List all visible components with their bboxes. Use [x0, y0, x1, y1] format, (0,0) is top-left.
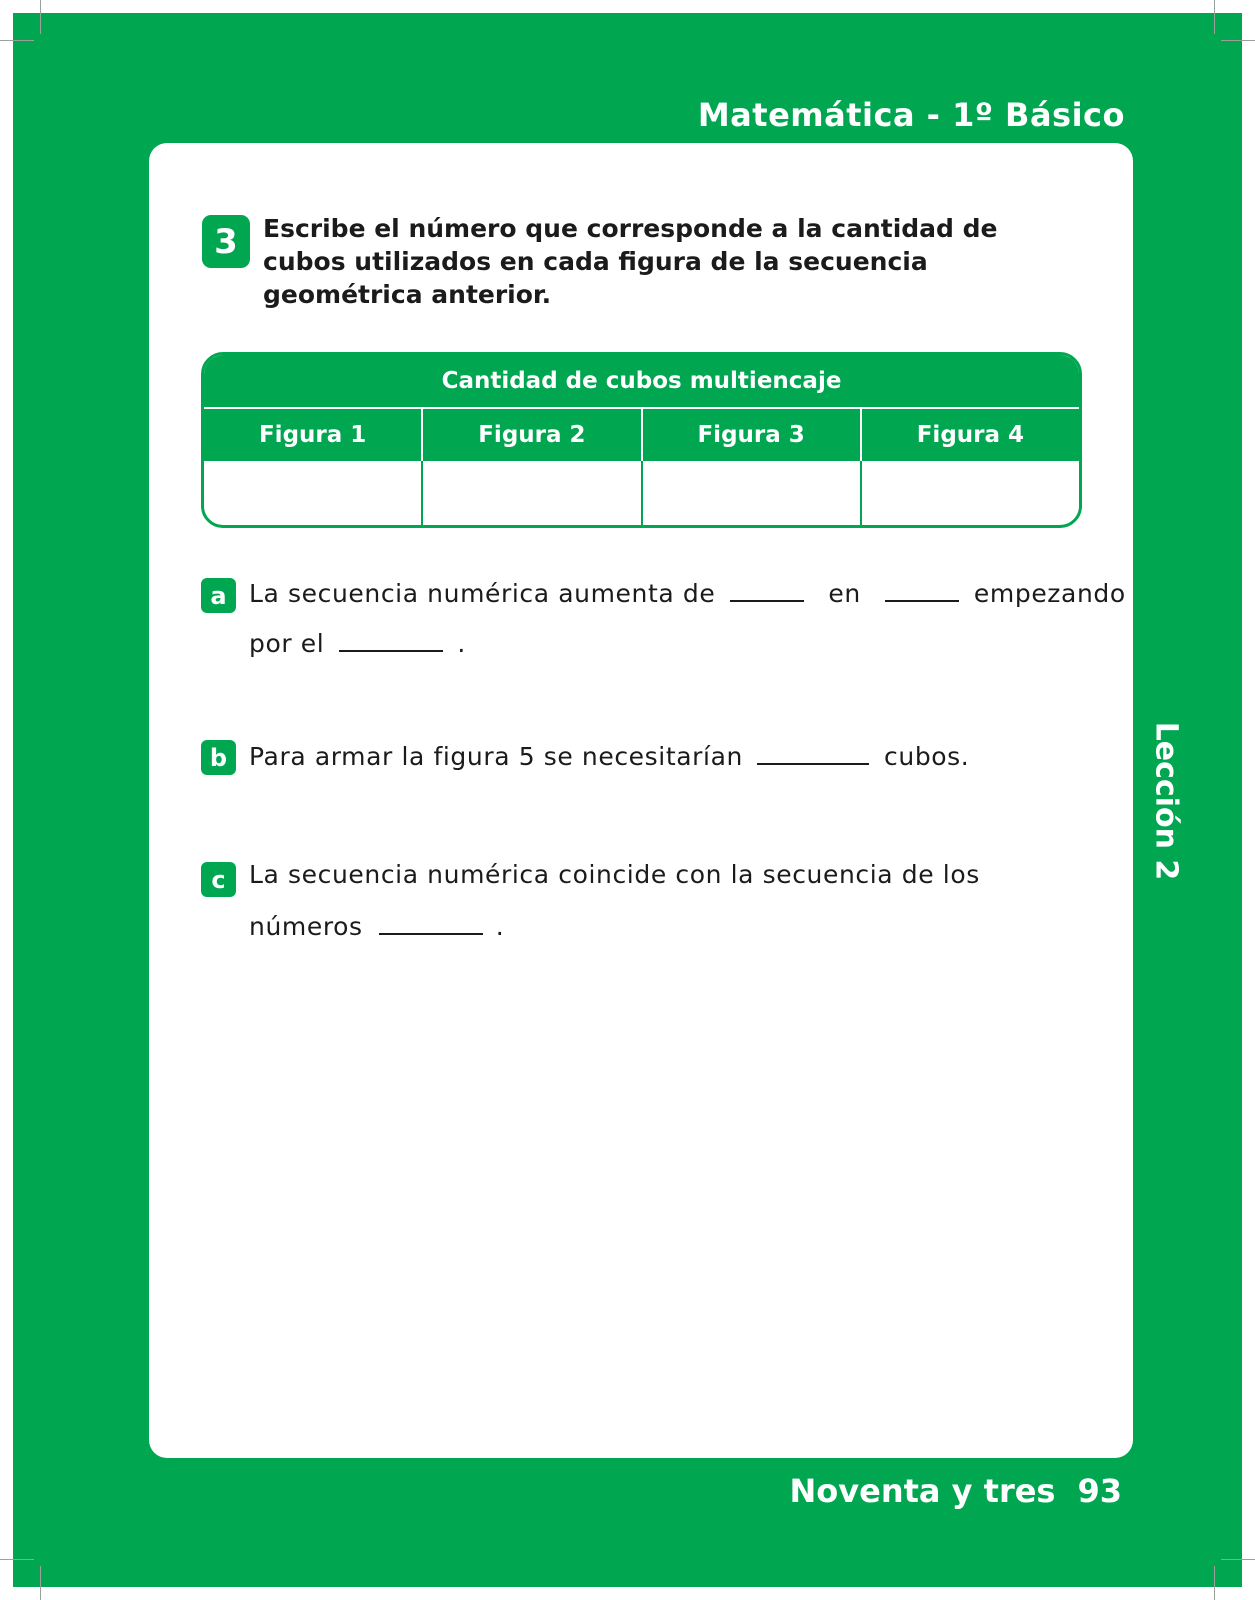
- page-number: 93: [1077, 1472, 1122, 1510]
- table-header-figura-2: Figura 2: [423, 409, 642, 461]
- item-c-blank[interactable]: [379, 911, 483, 935]
- item-a-line-2: [249, 628, 466, 658]
- page-number-words: Noventa y tres: [789, 1472, 1056, 1510]
- answer-cell-figura-1[interactable]: [204, 461, 423, 528]
- item-a-text-1: La secuencia numérica aumenta de: [249, 579, 716, 608]
- table-header-figura-1: Figura 1: [204, 409, 423, 461]
- crop-mark: [1214, 0, 1215, 34]
- item-c-line-2: [249, 911, 504, 941]
- crop-mark: [1221, 40, 1255, 41]
- item-c-line-1: [249, 860, 980, 889]
- item-b-blank[interactable]: [757, 741, 869, 765]
- item-a-badge: a: [201, 578, 236, 613]
- question-prompt: Escribe el número que corresponde a la cantidad de cubos utilizados en cada figura de la secuencia geométrica anterior.: [263, 214, 998, 309]
- crop-mark: [0, 40, 34, 41]
- item-b-text-1: Para armar la figura 5 se necesitarían: [249, 742, 743, 771]
- item-c-text-1: La secuencia numérica coincide con la secuencia de los: [249, 860, 980, 889]
- table-header-figura-4: Figura 4: [916, 422, 1025, 448]
- item-c-badge: c: [201, 862, 236, 897]
- lesson-label-text: Lección 2: [1148, 721, 1184, 881]
- item-b-badge: b: [201, 740, 236, 775]
- answer-cell-figura-2[interactable]: [423, 461, 642, 528]
- item-a-text-5: .: [457, 629, 466, 658]
- item-a-text-3: empezando: [973, 579, 1126, 608]
- item-a-line-1: [249, 578, 1126, 608]
- question-number-badge: 3: [202, 215, 250, 268]
- crop-mark: [40, 1566, 41, 1600]
- table-answer-row: [204, 461, 1079, 528]
- lesson-side-label: [1146, 716, 1186, 886]
- crop-mark: [40, 0, 41, 34]
- item-a-text-4: por el: [249, 629, 325, 658]
- item-b-text-2: cubos.: [884, 742, 970, 771]
- item-b-line: [249, 741, 969, 771]
- answer-cell-figura-4[interactable]: [862, 461, 1079, 528]
- crop-mark: [1214, 1566, 1215, 1600]
- table-header-row: [204, 409, 1079, 461]
- crop-mark: [1221, 1559, 1255, 1560]
- content-card: [149, 143, 1133, 1458]
- item-a-text-2: en: [828, 579, 861, 608]
- item-a-blank-3[interactable]: [339, 628, 443, 652]
- answer-cell-figura-3[interactable]: [643, 461, 862, 528]
- item-a-blank-2[interactable]: [885, 578, 959, 602]
- table-header-figura-3: Figura 3: [643, 409, 862, 461]
- item-a-blank-1[interactable]: [730, 578, 804, 602]
- crop-mark: [0, 1559, 34, 1560]
- item-c-text-3: .: [495, 912, 505, 941]
- cube-count-table: [201, 352, 1082, 528]
- item-c-text-2: números: [249, 912, 363, 941]
- page-footer: [790, 1472, 1123, 1510]
- table-title: Cantidad de cubos multiencaje: [204, 355, 1079, 407]
- page-header-subject: Matemática - 1º Básico: [697, 96, 1125, 134]
